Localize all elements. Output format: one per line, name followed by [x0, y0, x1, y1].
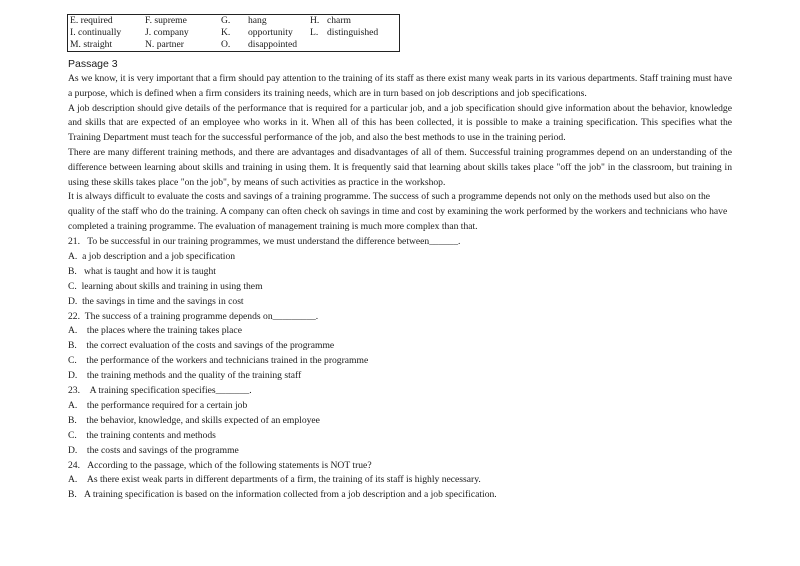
answer-blank: _______ — [215, 385, 250, 396]
word-bank-cell: F. supreme — [145, 15, 187, 26]
word-bank-cell: J. company — [145, 27, 189, 38]
answer-option — [68, 340, 334, 351]
question-stem — [68, 460, 372, 471]
option-letter: A. — [68, 474, 78, 486]
answer-option — [68, 430, 216, 441]
question-text: The success of a training programme depends on — [84, 310, 273, 322]
word-bank-word — [325, 39, 400, 52]
option-letter: C. — [68, 429, 77, 441]
answer-option — [68, 325, 242, 336]
option-text: the savings in time and the savings in cost — [82, 295, 244, 307]
answer-option — [68, 266, 216, 277]
option-letter: D. — [68, 444, 78, 456]
word-bank-cell: I. continually — [70, 27, 122, 38]
question-number: 22. — [68, 310, 80, 322]
option-letter: A. — [68, 399, 78, 411]
question-stem — [68, 236, 460, 247]
answer-blank: ______ — [429, 236, 459, 247]
question-text-end: . — [249, 385, 252, 396]
answer-blank: _________ — [272, 310, 316, 322]
option-text: the training contents and methods — [86, 429, 216, 441]
word-bank-word: distinguished — [327, 27, 379, 38]
word-bank-letter: O. — [221, 39, 231, 50]
passage-paragraph: There are many different training methods, and there are advantages and disadvantages of all of them. Successful training programmes depend on an understanding of the difference between learning about skills and training in using them. It is frequently said that learning about skills takes place "off the job" in the classroom, but training in using these skills takes place "on the job", by means of such activities as practice in the workshop. — [68, 146, 732, 188]
word-bank-letter: K. — [221, 27, 231, 38]
word-bank-letter: H. — [310, 15, 320, 26]
question-number: 23. — [68, 385, 80, 396]
option-letter: C. — [68, 280, 77, 292]
question-text: A training specification specifies — [89, 385, 216, 396]
answer-option — [68, 400, 247, 411]
option-text: the performance required for a certain job — [86, 399, 248, 411]
word-bank-word: disappointed — [248, 39, 298, 50]
option-letter: C. — [68, 355, 77, 367]
word-bank-cell: E. required — [70, 15, 113, 26]
option-text: learning about skills and training in using them — [81, 280, 263, 292]
answer-option — [68, 445, 239, 456]
option-text: the performance of the workers and technicians trained in the programme — [86, 355, 369, 367]
option-text: the behavior, knowledge, and skills expected of an employee — [86, 414, 320, 426]
word-bank-letter: L. — [310, 27, 319, 38]
question-text-end: . — [458, 236, 461, 247]
word-bank-row — [68, 39, 400, 52]
option-letter: B. — [68, 414, 77, 426]
option-text: the correct evaluation of the costs and savings of the programme — [86, 340, 335, 352]
passage-paragraph: It is always difficult to evaluate the costs and savings of a training programme. The success of such a programme depends not only on the methods used but also on the quality of the staff who do the training. A company can often check oh savings in time and cost by examining the work performed by the workers and technicians who have completed a training programme. The evaluation of management training is much more complex than that. — [68, 191, 728, 232]
option-letter: D. — [68, 295, 78, 307]
answer-option — [68, 415, 320, 426]
option-text: As there exist weak parts in different departments of a firm, the training of its staff is highly necessary. — [86, 474, 481, 486]
word-bank-word: hang — [248, 15, 267, 26]
word-bank-word: charm — [327, 15, 351, 26]
question-text-end: . — [315, 310, 319, 322]
question-number: 24. — [68, 459, 80, 471]
option-letter: D. — [68, 370, 78, 382]
option-text: the training methods and the quality of the training staff — [86, 370, 302, 382]
word-bank-row — [68, 15, 400, 28]
option-text: the costs and savings of the programme — [86, 444, 239, 456]
answer-option — [68, 474, 481, 485]
word-bank-row — [68, 27, 400, 39]
option-letter: B. — [68, 340, 77, 352]
passage-body — [68, 72, 732, 235]
option-text: the places where the training takes place — [86, 325, 242, 337]
option-text: A training specification is based on the information collected from a job description and a job specification. — [84, 489, 497, 501]
word-bank-word: opportunity — [248, 27, 293, 38]
option-letter: A. — [68, 325, 78, 337]
passage-heading: Passage 3 — [68, 58, 118, 70]
answer-option — [68, 251, 235, 262]
word-bank-letter: G. — [221, 15, 231, 26]
answer-option — [68, 355, 368, 366]
passage-paragraph: As we know, it is very important that a firm should pay attention to the training of its staff as there exist many weak parts in its various departments. Staff training must have a purpose, which is defined when a firm considers its training needs, which are in turn based on job descriptions and job specifications. — [68, 73, 732, 99]
question-number: 21. — [68, 236, 80, 247]
answer-option — [68, 281, 263, 292]
option-letter: B. — [68, 489, 77, 501]
question-text: To be successful in our training programmes, we must understand the difference between — [87, 236, 430, 247]
answer-option — [68, 296, 244, 307]
option-letter: A. — [68, 250, 78, 262]
word-bank-table — [67, 14, 400, 52]
question-text: According to the passage, which of the following statements is NOT true? — [87, 459, 372, 471]
question-stem — [68, 385, 252, 396]
option-text: a job description and a job specification — [82, 250, 236, 262]
answer-option — [68, 489, 497, 500]
word-bank-cell: N. partner — [145, 39, 184, 50]
option-text: what is taught and how it is taught — [84, 265, 216, 277]
answer-option — [68, 370, 301, 381]
option-letter: B. — [68, 265, 77, 277]
word-bank-cell: M. straight — [70, 39, 113, 50]
word-bank-letter — [308, 39, 325, 52]
passage-paragraph: A job description should give details of the performance that is required for a particular job, and a job specification should give information about the behavior, knowledge and skills that are expected of an employee who works in it. When all of this has been collected, it is possible to make a training specification. This specifies what the Training Department must teach for the successful performance of the job, and also the best methods to use in the training period. — [68, 102, 732, 144]
question-stem — [68, 311, 318, 322]
